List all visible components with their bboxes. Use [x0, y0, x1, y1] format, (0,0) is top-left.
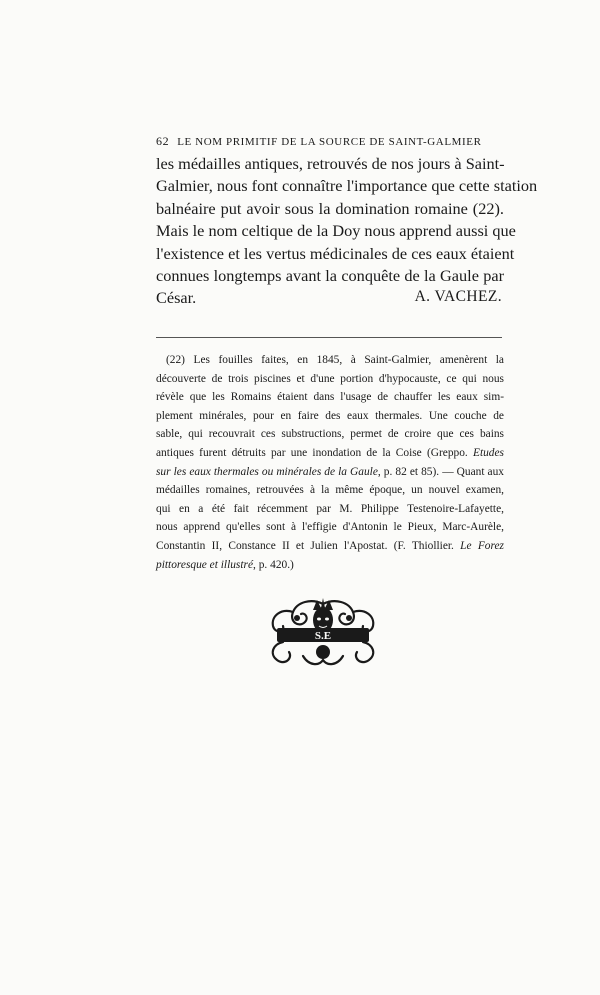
- book-title: sur les eaux thermales ou minérales de la Gaule: [156, 465, 378, 478]
- body-line: balnéaire put avoir sous la domination romaine (22).: [156, 198, 504, 218]
- body-line: connues longtemps avant la conquête de la Gaule par: [156, 266, 504, 286]
- footnote-line: médailles romaines, retrouvées à la même époque, un nouvel examen,: [156, 484, 504, 497]
- footnote-line: découverte de trois piscines et d'une portion d'hypocauste, ce qui nous: [156, 372, 504, 385]
- fleuron-ornament-icon: [263, 596, 383, 668]
- footnote-line: Constantin II, Constance II et Julien l'Apostat. (F. Thiollier. Le Forez: [156, 539, 504, 552]
- body-line: César.: [156, 288, 197, 308]
- footnote-line: nous apprend qu'elles sont à l'effigie d'Antonin le Pieux, Marc-Aurèle,: [156, 521, 504, 534]
- footnote-line: (22) Les fouilles faites, en 1845, à Saint-Galmier, amenèrent la: [166, 354, 504, 366]
- book-title: Etudes: [472, 446, 504, 459]
- book-title: Le Forez: [460, 539, 504, 552]
- body-line: l'existence et les vertus médicinales de ces eaux étaient: [156, 243, 515, 263]
- body-line: Mais le nom celtique de la Doy nous apprend aussi que: [156, 221, 516, 241]
- footnote-separator: [156, 337, 502, 338]
- footnote-line: sable, qui recouvrait ces substructions, permet de croire que ces bains: [156, 428, 504, 441]
- page-number: 62: [156, 134, 170, 148]
- footnote-line: antiques furent détruits par une inondation de la Coise (Greppo. Etudes: [156, 446, 504, 459]
- footnote-line: révèle que les Romains étaient dans l'usage de chauffer les eaux sim-: [156, 391, 504, 404]
- author-signature: A. VACHEZ.: [414, 288, 502, 305]
- footnote-line: qui en a été fait récemment par M. Philippe Testenoire-Lafayette,: [156, 502, 504, 515]
- running-head-title: LE NOM PRIMITIF DE LA SOURCE DE SAINT-GALMIER: [177, 136, 482, 148]
- running-head: [156, 134, 486, 149]
- body-paragraph: [156, 153, 538, 310]
- footnote-line: pittoresque et illustré, p. 420.): [156, 558, 294, 571]
- body-line: Galmier, nous font connaître l'importance que cette station: [156, 176, 538, 196]
- body-line: les médailles antiques, retrouvés de nos jours à Saint-: [156, 154, 505, 173]
- footnote-block: [156, 351, 504, 574]
- book-title: pittoresque et illustré: [156, 558, 254, 571]
- ornament-letters: S.E: [314, 630, 332, 642]
- footnote-line: plement minérales, pour en faire des eaux thermales. Une couche de: [156, 409, 504, 422]
- footnote-line: sur les eaux thermales ou minérales de la Gaule, p. 82 et 85). — Quant aux: [156, 465, 504, 478]
